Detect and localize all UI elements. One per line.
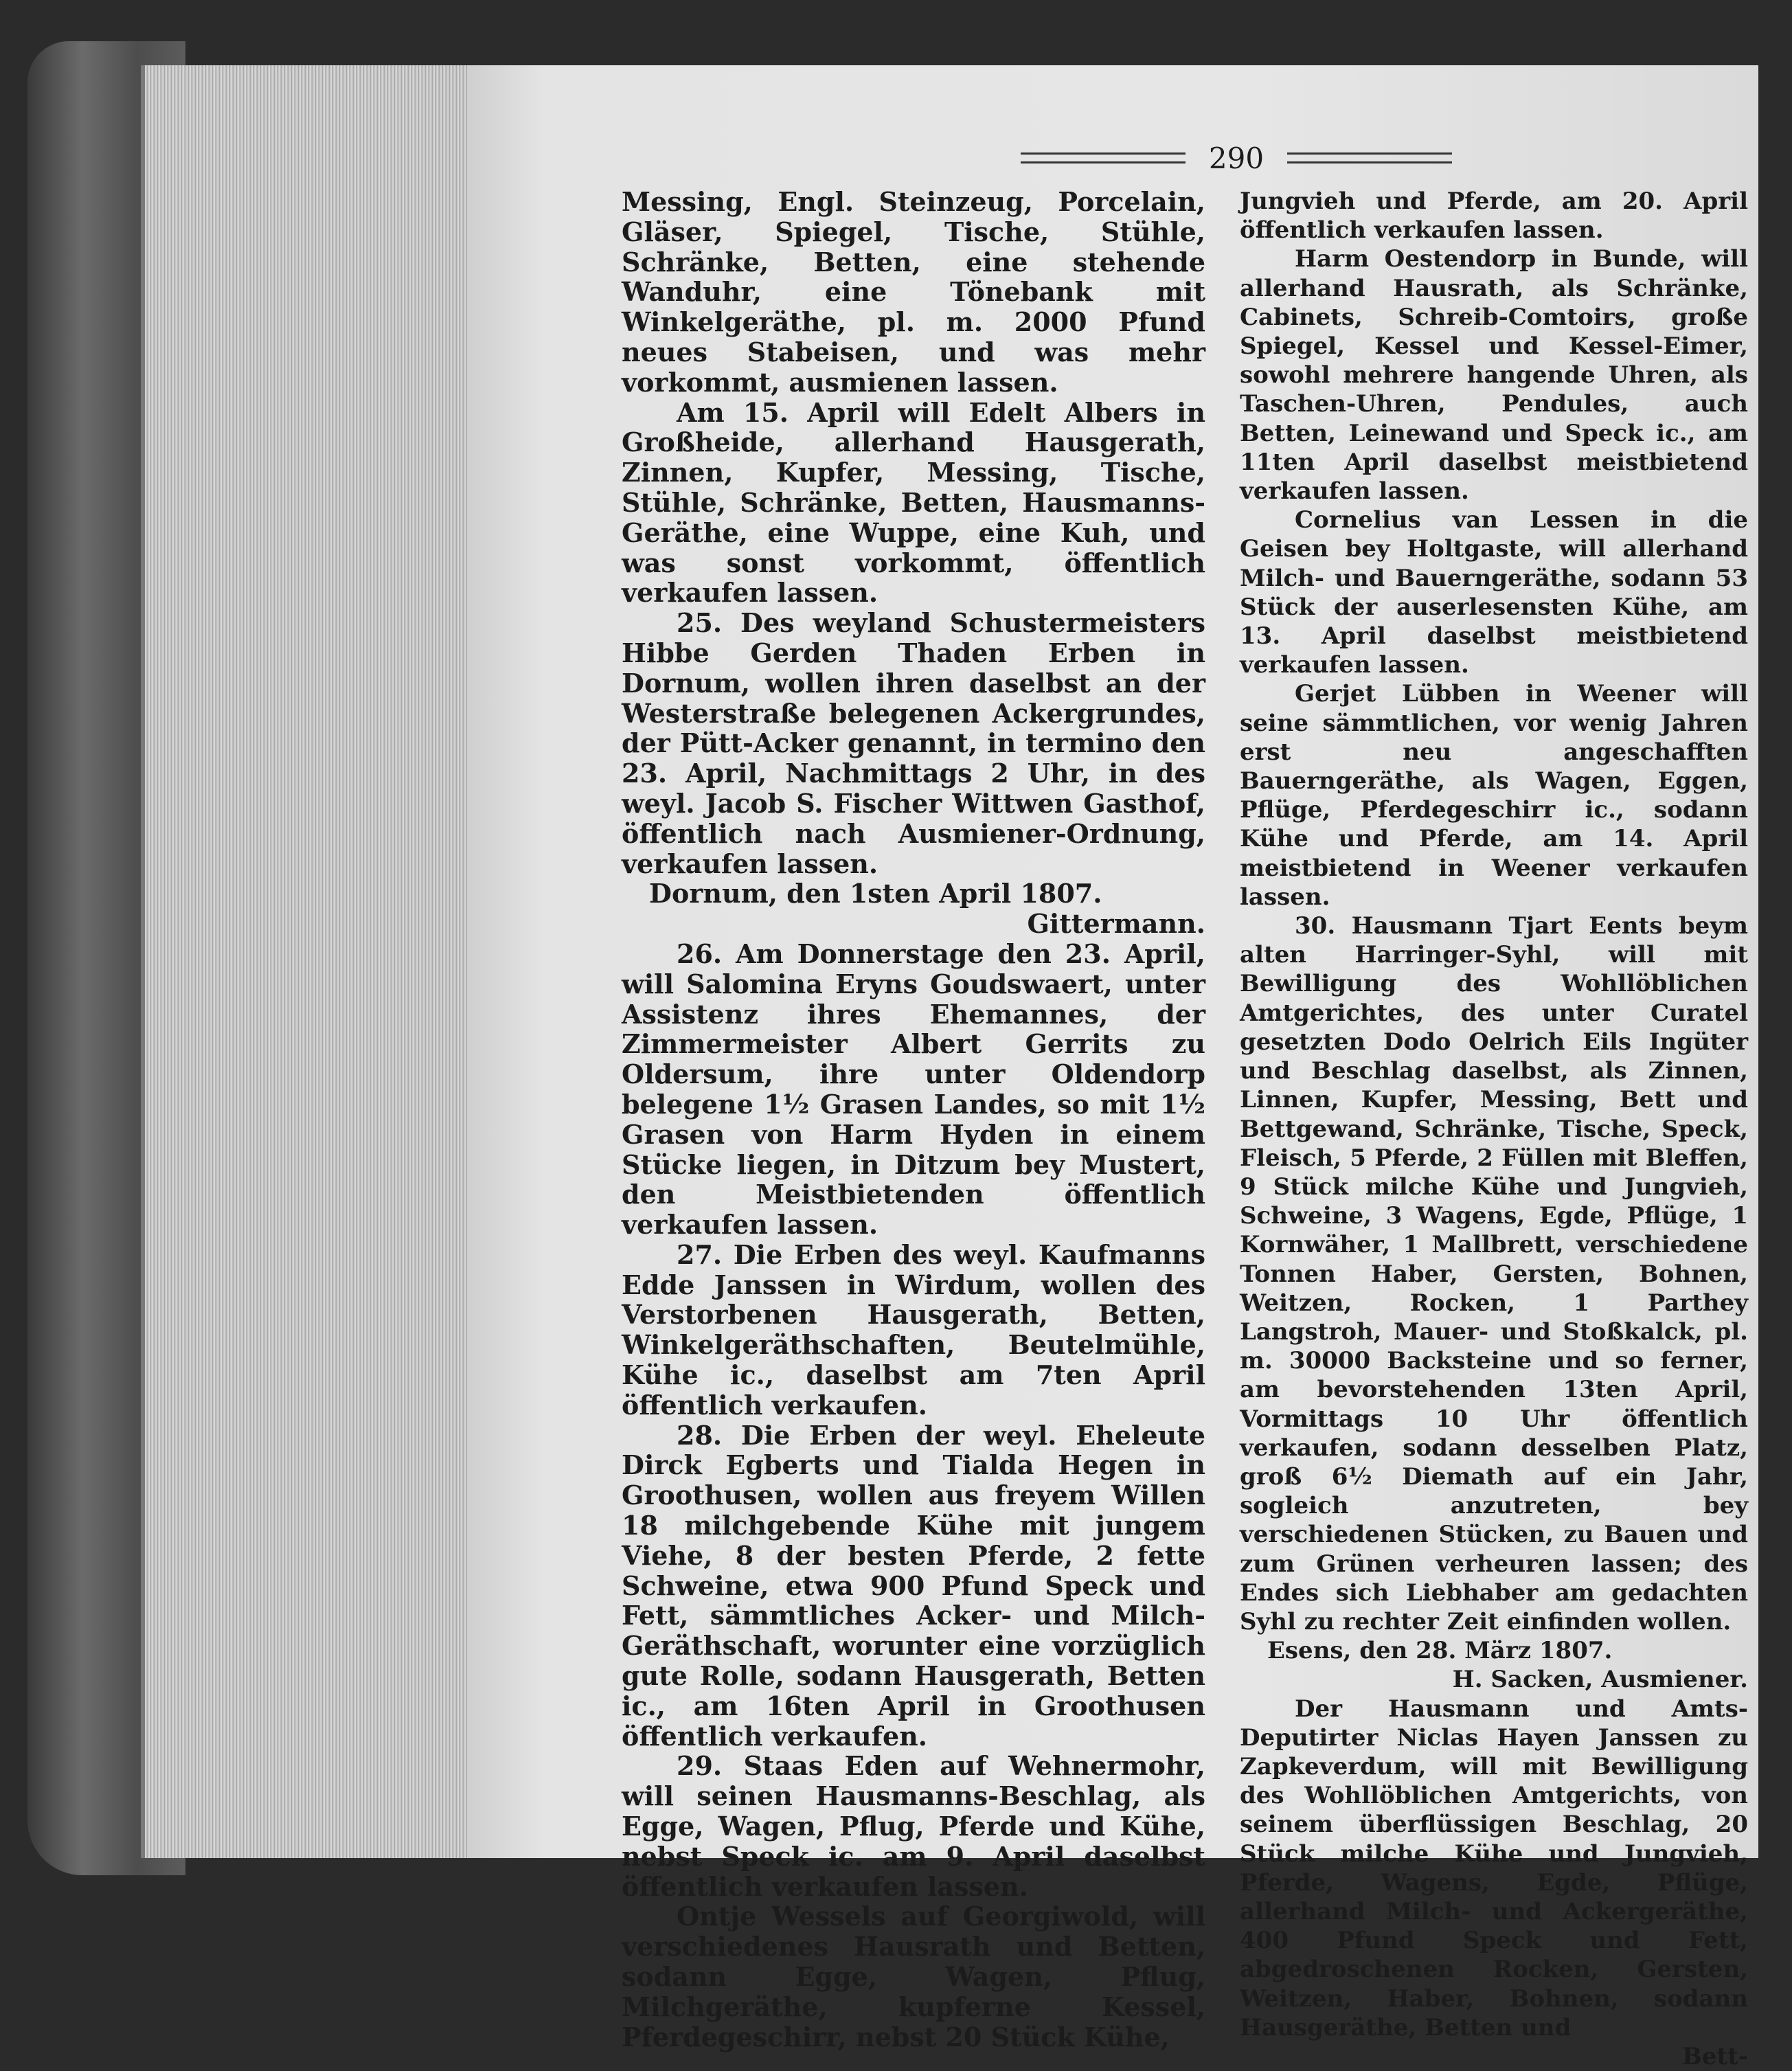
header-rule-left (1021, 152, 1186, 163)
paragraph: Am 15. April will Edelt Albers in Großheide, allerhand Hausgerath, Zinnen, Kupfer, Messing, Tische, Stühle, Schränke, Betten, Hausmanns-Geräthe, eine Wuppe, eine Kuh, und was sonst vorkommt, öffentlich verkaufen lassen. (622, 396, 1205, 609)
header-rule-right (1287, 152, 1452, 163)
paragraph: Bett- (1682, 2043, 1748, 2070)
paragraph: Gerjet Lübben in Weener will seine sämmtlichen, vor wenig Jahren erst neu angeschafften Bauerngeräthe, als Wagen, Eggen, Pflüge, Pferdegeschirr ic., sodann Kühe und Pferde, am 14. April meistbietend in Weener verkaufen lassen. (1240, 680, 1748, 911)
paragraph: H. Sacken, Ausmiener. (1452, 1666, 1748, 1694)
left-column (622, 187, 1205, 2052)
page-edges (141, 65, 475, 1858)
paragraph: 28. Die Erben der weyl. Eheleute Dirck Egberts und Tialda Hegen in Groothusen, wollen aus freyem Willen 18 milchgebende Kühe mit jungem Viehe, 8 der besten Pferde, 2 fette Schweine, etwa 900 Pfund Speck und Fett, sämmtliches Acker- und Milch-Geräthschaft, worunter eine vorzüglich gute Rolle, sodann Hausgerath, Betten ic., am 16ten April in Groothusen öffentlich verkaufen. (622, 1419, 1205, 1752)
paragraph: Der Hausmann und Amts-Deputirter Niclas Hayen Janssen zu Zapkeverdum, will mit Bewilligung des Wohllöblichen Amtgerichts, von seinem überflüssigen Beschlag, 20 Stück milche Kühe und Jungvieh, Pferde, Wagens, Egde, Pflüge, allerhand Milch- und Ackergeräthe, 400 Pfund Speck und Fett, abgedroschenen Rocken, Gersten, Weitzen, Haber, Bohnen, sodann Hausgeräthe, Betten und (1240, 1695, 1748, 2041)
paragraph: 29. Staas Eden auf Wehnermohr, will seinen Hausmanns-Beschlag, als Egge, Wagen, Pflug, Pferde und Kühe, nebst Speck ic. am 9. April daselbst öffentlich verkaufen lassen. (622, 1750, 1205, 1902)
paragraph: 30. Hausmann Tjart Eents beym alten Harringer-Syhl, will mit Bewilligung des Wohllöblichen Amtgerichtes, des unter Curatel gesetzten Dodo Oelrich Eils Ingüter und Beschlag daselbst, als Zinnen, Linnen, Kupfer, Messing, Bett und Bettgewand, Schränke, Tische, Speck, Fleisch, 5 Pferde, 2 Füllen mit Bleffen, 9 Stück milche Kühe und Jungvieh, Schweine, 3 Wagens, Egde, Pflüge, 1 Kornwäher, 1 Mallbrett, verschiedene Tonnen Haber, Gersten, Bohnen, Weitzen, Rocken, 1 Parthey Langstroh, Mauer- und Stoßkalck, pl. m. 30000 Backsteine und so ferner, am bevorstehenden 13ten April, Vormittags 10 Uhr öffentlich verkaufen, sodann desselben Platz, groß 6½ Diemath auf ein Jahr, sogleich anzutreten, bey verschiedenen Stücken, zu Bauen und zum Grünen verheuren lassen; des Endes sich Liebhaber am gedachten Syhl zu rechter Zeit einfinden wollen. (1240, 912, 1748, 1636)
page-number: 290 (1208, 141, 1264, 175)
paragraph: Harm Oestendorp in Bunde, will allerhand Hausrath, als Schränke, Cabinets, Schreib-Comtoirs, große Spiegel, Kessel und Kessel-Eimer, sowohl mehrere hangende Uhren, als Taschen-Uhren, Pendules, auch Betten, Leinewand und Speck ic., am 11ten April daselbst meistbietend verkaufen lassen. (1240, 245, 1748, 506)
paragraph: 25. Des weyland Schustermeisters Hibbe Gerden Thaden Erben in Dornum, wollen ihren daselbst an der Westerstraße belegenen Ackergrundes, der Pütt-Acker genannt, in termino den 23. April, Nachmittags 2 Uhr, in des weyl. Jacob S. Fischer Wittwen Gasthof, öffentlich nach Ausmiener-Ordnung, verkaufen lassen. (622, 607, 1205, 879)
paragraph: 27. Die Erben des weyl. Kaufmanns Edde Janssen in Wirdum, wollen des Verstorbenen Hausgerath, Betten, Winkelgeräthschaften, Beutelmühle, Kühe ic., daselbst am 7ten April öffentlich verkaufen. (622, 1238, 1205, 1421)
paragraph: Dornum, den 1sten April 1807. (649, 878, 1102, 909)
page-header (1017, 141, 1456, 175)
right-column (1240, 187, 1748, 2071)
paragraph: 26. Am Donnerstage den 23. April, will Salomina Eryns Goudswaert, unter Assistenz ihres Ehemannes, der Zimmermeister Albert Gerrits zu Oldersum, ihre unter Oldendorp belegene 1½ Grasen Landes, so mit 1½ Grasen von Harm Hyden in einem Stücke liegen, in Ditzum bey Mustert, den Meistbietenden öffentlich verkaufen lassen. (622, 938, 1205, 1241)
paragraph: Messing, Engl. Steinzeug, Porcelain, Gläser, Spiegel, Tische, Stühle, Schränke, Betten, eine stehende Wanduhr, eine Tönebank mit Winkelgeräthe, pl. m. 2000 Pfund neues Stabeisen, und was mehr vorkommt, ausmienen lassen. (622, 186, 1205, 398)
paragraph: Esens, den 28. März 1807. (1267, 1637, 1613, 1665)
paragraph: Jungvieh und Pferde, am 20. April öffentlich verkaufen lassen. (1240, 188, 1748, 245)
paragraph: Gittermann. (1027, 908, 1205, 940)
paragraph: Cornelius van Lessen in die Geisen bey Holtgaste, will allerhand Milch- und Bauerngeräthe, sodann 53 Stück der auserlesensten Kühe, am 13. April daselbst meistbietend verkaufen lassen. (1240, 506, 1748, 679)
paragraph: Ontje Wessels auf Georgiwold, will verschiedenes Hausrath und Betten, sodann Egge, Wagen, Pflug, Milchgeräthe, kupferne Kessel, Pferdegeschirr, nebst 20 Stück Kühe, (622, 1901, 1205, 2052)
